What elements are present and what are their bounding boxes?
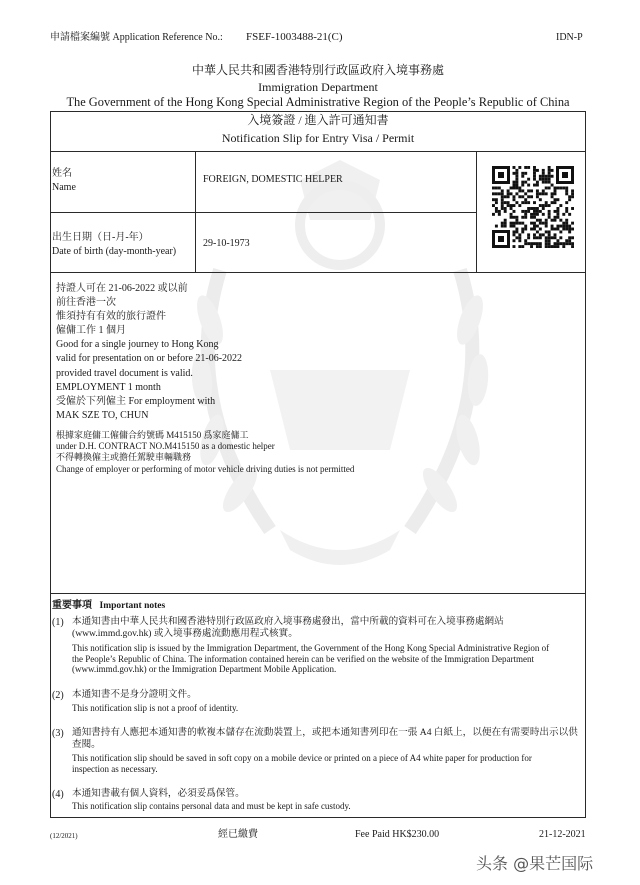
note-en-line: (www.immd.gov.hk) or the Immigration Department Mobile Application.: [72, 664, 337, 675]
slip-title-en: Notification Slip for Entry Visa / Permit: [221, 131, 415, 145]
department-title-en: Immigration Department: [258, 80, 378, 94]
note-en-line: This notification slip should be saved in soft copy on a mobile device or printed on a piece of A4 white paper for production for: [72, 753, 532, 763]
issue-date: 21-12-2021: [539, 829, 586, 840]
note-number: (1): [52, 617, 64, 628]
condition-line: 僱傭工作 1 個月: [56, 325, 126, 337]
contract-line: Change of employer or performing of motor vehicle driving duties is not permitted: [56, 463, 355, 474]
government-title: The Government of the Hong Kong Special Administrative Region of the People’s Republic of China: [66, 95, 570, 109]
department-title-zh: 中華人民共和國香港特別行政區政府入境事務處: [191, 63, 444, 77]
note-zh-line: 本通知書載有個人資料，必須妥爲保管。: [72, 788, 245, 799]
note-number: (4): [52, 789, 64, 800]
contract-line: 不得轉換僱主或擔任駕駛車輛職務: [56, 452, 192, 463]
note-number: (3): [52, 728, 64, 739]
notes-heading: [52, 600, 165, 612]
contract-conditions: [56, 430, 354, 475]
contract-line: 根據家庭傭工僱傭合約號碼 M415150 爲家庭傭工: [56, 430, 249, 440]
note-number: (2): [52, 690, 64, 701]
notes-heading-en: Important notes: [99, 601, 166, 611]
note-zh-line: 本通知書由中華人民共和國香港特別行政區政府入境事務處發出，當中所載的資料可在入境事務處網站: [72, 616, 504, 627]
fee-paid-zh: 經已繳費: [218, 829, 258, 840]
condition-line: EMPLOYMENT 1 month: [56, 381, 161, 393]
form-code: IDN-P: [556, 32, 583, 43]
note-en-line: This notification slip is not a proof of identity.: [72, 702, 239, 713]
note-en-text: [72, 643, 586, 675]
note-zh-line: 本通知書不是身分證明文件。: [72, 689, 197, 700]
note-en-text: [72, 753, 586, 774]
note-en-line: the People’s Republic of China. The information contained herein can be verified on the website of the Immigration Department: [72, 653, 534, 664]
note-en-line: This notification slip is issued by the Immigration Department, the Government of the Hong Kong Special Administrative Region of: [72, 643, 550, 653]
note-zh-line: (www.immd.gov.hk) 或入境事務處流動應用程式核實。: [72, 627, 298, 639]
condition-line: 受僱於下列僱主 For employment with: [56, 395, 216, 407]
dob-label-zh: 出生日期（日-月-年）: [52, 232, 149, 243]
note-zh-line: 查閱。: [72, 738, 101, 750]
condition-line: 惟須持有有效的旅行證件: [56, 311, 166, 323]
condition-line: Good for a single journey to Hong Kong: [56, 339, 219, 351]
note-en-line: This notification slip contains personal data and must be kept in safe custody.: [72, 800, 351, 811]
source-watermark: 头条 @果芒国际: [476, 854, 594, 873]
dob-label-en: Date of birth (day-month-year): [52, 246, 177, 257]
condition-line: MAK SZE TO, CHUN: [56, 409, 149, 421]
notes-heading-zh: 重要事項: [52, 600, 92, 611]
condition-line: 持證人可在 21-06-2022 或以前: [56, 283, 188, 294]
fee-paid-en: Fee Paid HK$230.00: [355, 829, 440, 840]
condition-line: provided travel document is valid.: [56, 367, 193, 379]
note-en-line: inspection as necessary.: [72, 763, 158, 774]
note-item-2: [72, 689, 586, 713]
name-value: FOREIGN, DOMESTIC HELPER: [203, 174, 343, 185]
contract-line: under D.H. CONTRACT NO.M415150 as a domestic helper: [56, 441, 275, 452]
conditions-block: [56, 282, 242, 423]
qr-code: [492, 166, 574, 248]
condition-line: valid for presentation on or before 21-06-2022: [56, 353, 243, 365]
note-zh-line: 通知書持有人應把本通知書的軟複本儲存在流動裝置上，或把本通知書列印在一張 A4 白紙上，以便在有需要時出示以供: [72, 727, 578, 738]
slip-title-zh: 入境簽證 / 進入許可通知書: [247, 113, 389, 127]
note-item-1: [72, 616, 586, 675]
form-revision: (12/2021): [50, 832, 78, 840]
reference-label: 申請檔案編號 Application Reference No.:: [50, 32, 223, 43]
note-item-3: [72, 727, 586, 774]
condition-line: 前往香港一次: [56, 297, 116, 309]
name-label-zh: 姓名: [52, 168, 72, 179]
note-item-4: [72, 788, 586, 811]
dob-value: 29-10-1973: [203, 238, 250, 249]
name-label-en: Name: [52, 182, 76, 193]
reference-value: FSEF-1003488-21(C): [246, 31, 343, 43]
